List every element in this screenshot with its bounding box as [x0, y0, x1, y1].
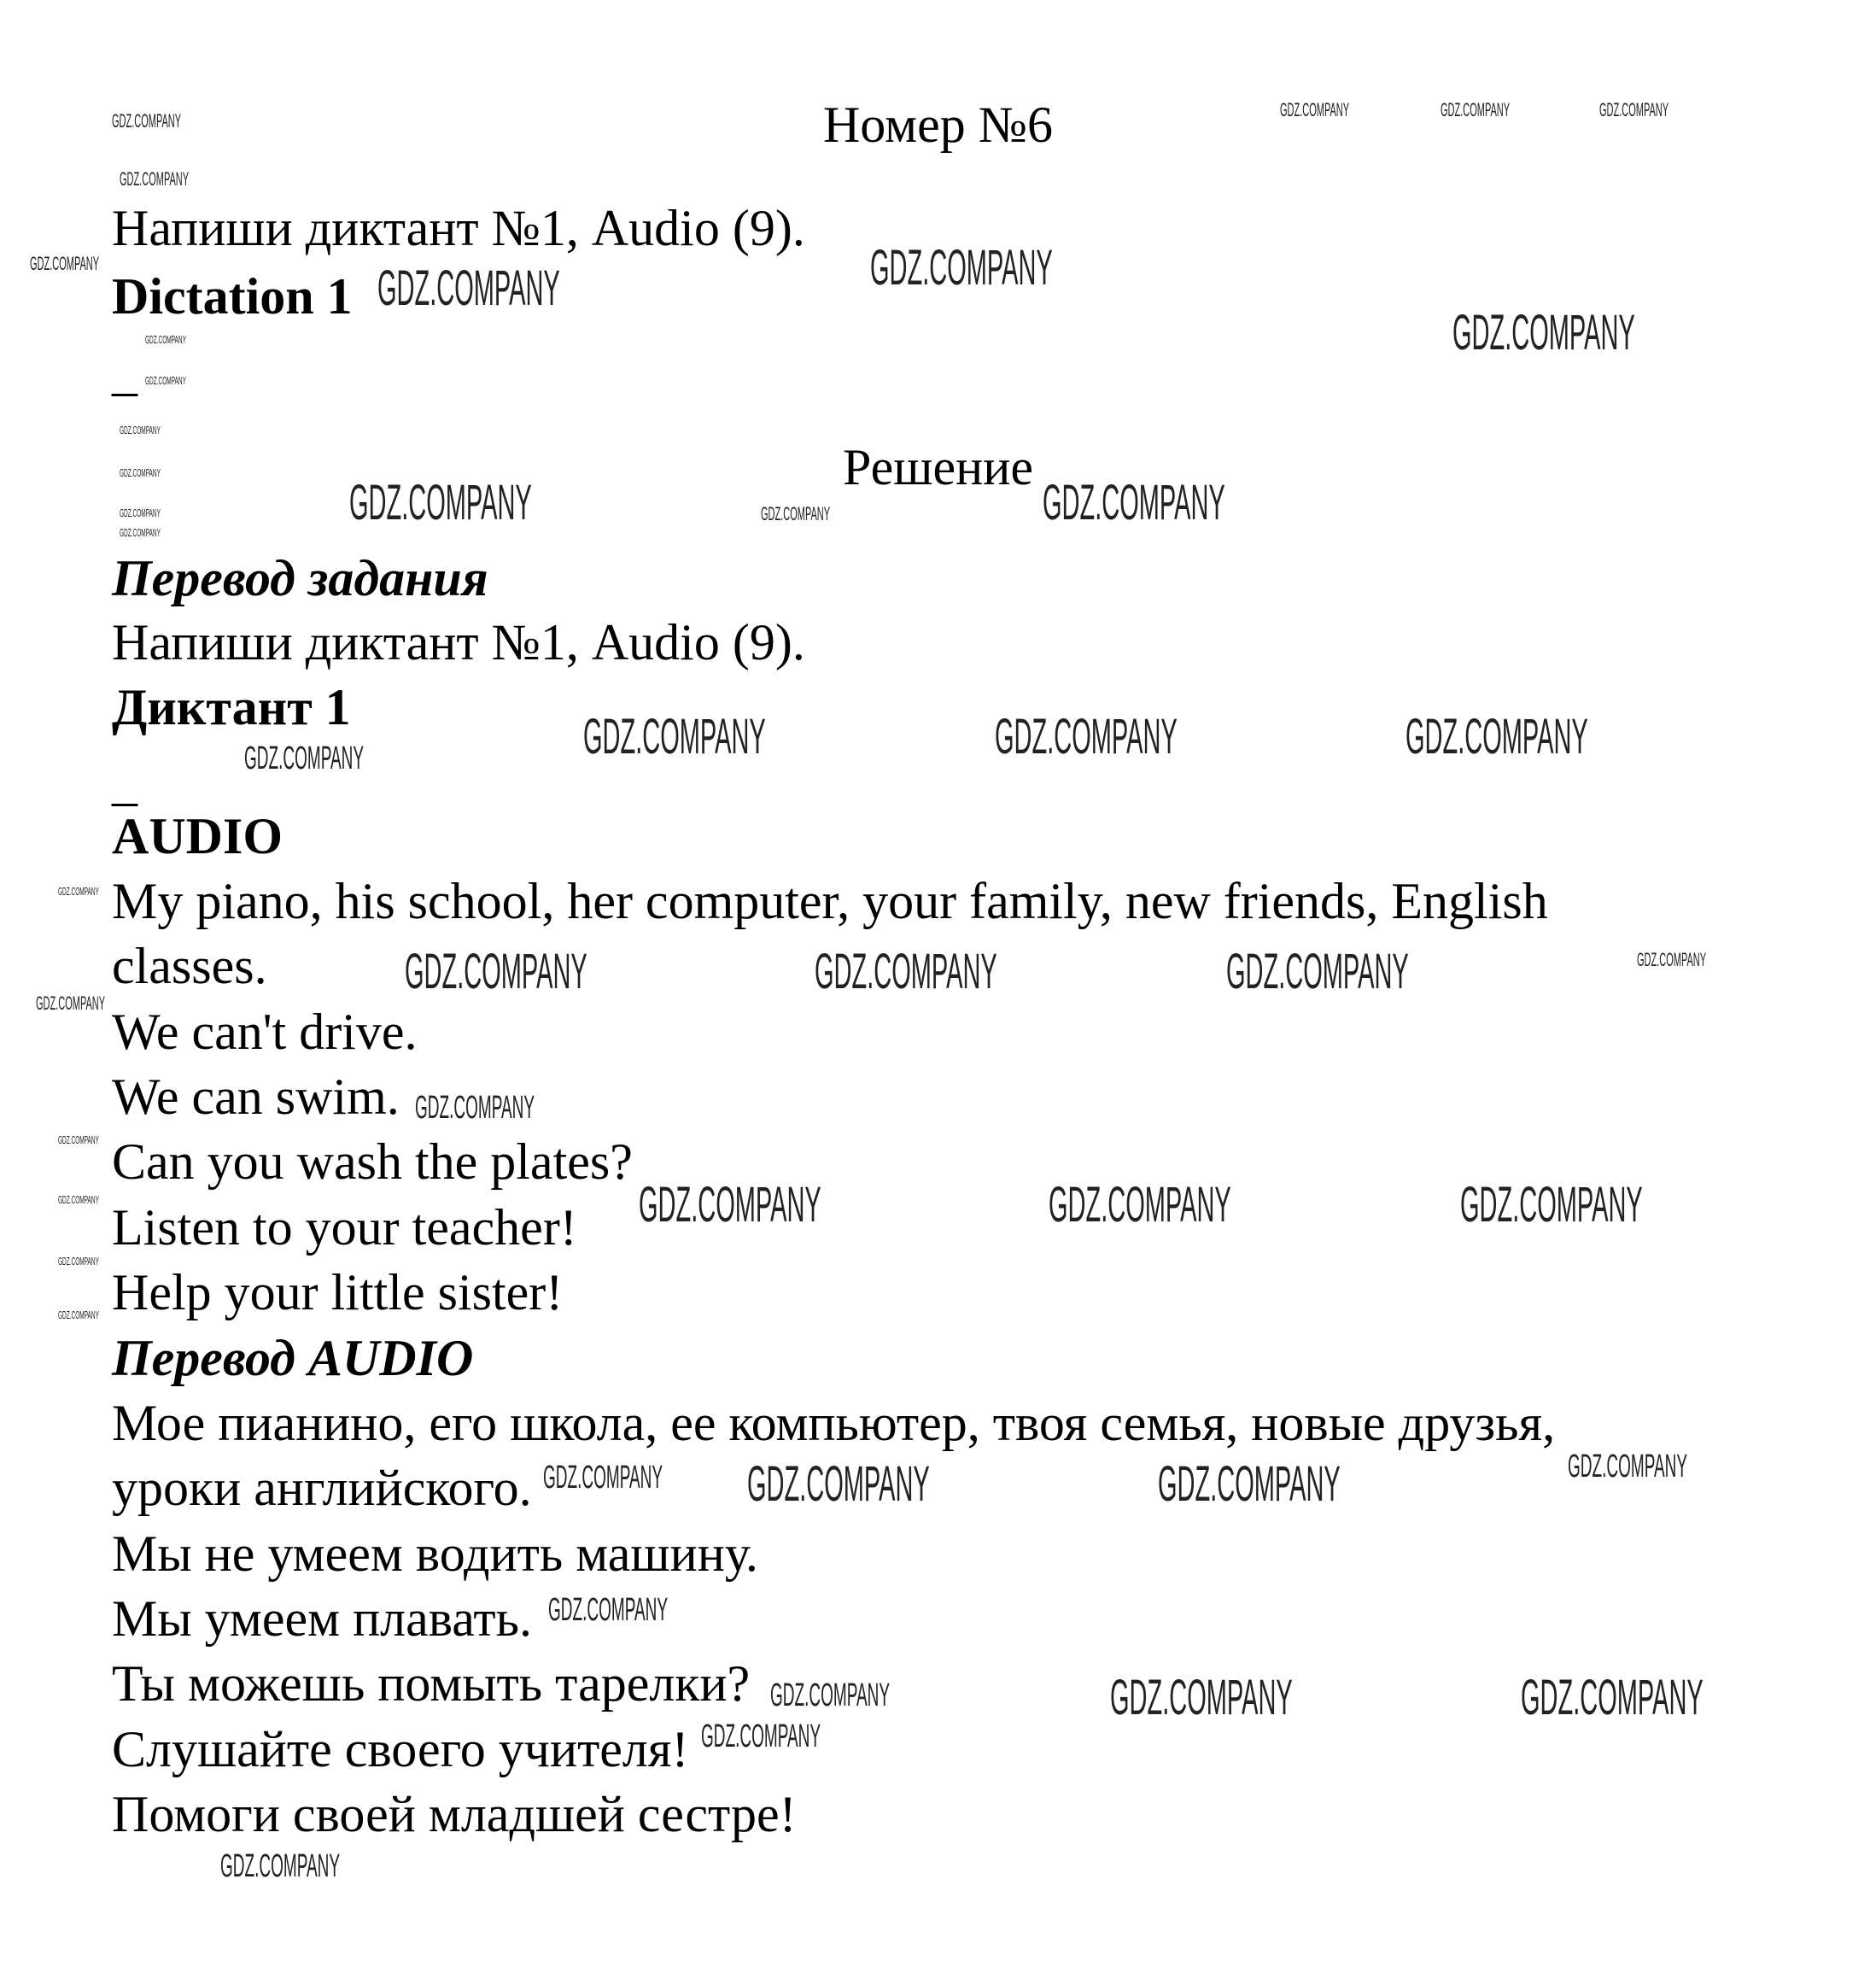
- watermark: GDZ.COMPANY: [57, 1193, 99, 1207]
- watermark: GDZ.COMPANY: [119, 424, 161, 437]
- translation-instruction: Напиши диктант №1, Audio (9).: [112, 614, 805, 670]
- watermark: GDZ.COMPANY: [57, 1133, 99, 1147]
- watermark: GDZ.COMPANY: [869, 239, 1053, 296]
- watermark: GDZ.COMPANY: [1049, 1176, 1232, 1232]
- audio-translation-heading: Перевод AUDIO: [112, 1330, 474, 1386]
- watermark: GDZ.COMPANY: [547, 1592, 668, 1629]
- solution-blank: _: [112, 754, 137, 811]
- audio-translation-line: Мое пианино, его школа, ее компьютер, твоя семья, новые друзья,: [112, 1395, 1556, 1451]
- watermark: GDZ.COMPANY: [414, 1090, 535, 1127]
- audio-line: We can swim.: [112, 1068, 400, 1125]
- watermark: GDZ.COMPANY: [815, 944, 998, 1000]
- watermark: GDZ.COMPANY: [36, 992, 106, 1014]
- watermark: GDZ.COMPANY: [761, 503, 831, 525]
- task-blank: _: [112, 344, 137, 401]
- watermark: GDZ.COMPANY: [119, 526, 161, 540]
- audio-line: My piano, his school, her computer, your family, new friends, English: [112, 873, 1548, 929]
- watermark: GDZ.COMPANY: [1157, 1456, 1341, 1513]
- watermark: GDZ.COMPANY: [144, 332, 186, 346]
- watermark: GDZ.COMPANY: [1460, 1176, 1643, 1232]
- watermark: GDZ.COMPANY: [747, 1456, 930, 1513]
- watermark: GDZ.COMPANY: [29, 253, 99, 275]
- watermark: GDZ.COMPANY: [1452, 304, 1636, 360]
- watermark: GDZ.COMPANY: [220, 1847, 341, 1884]
- watermark: GDZ.COMPANY: [244, 740, 365, 776]
- watermark: GDZ.COMPANY: [1110, 1670, 1293, 1725]
- watermark: GDZ.COMPANY: [638, 1176, 821, 1232]
- audio-line: Help your little sister!: [112, 1263, 564, 1320]
- translation-dictation: Диктант 1: [112, 679, 351, 735]
- watermark: GDZ.COMPANY: [57, 1309, 99, 1322]
- audio-line: Can you wash the plates?: [112, 1133, 633, 1191]
- audio-line: We can't drive.: [112, 1003, 418, 1060]
- watermark: GDZ.COMPANY: [1280, 98, 1350, 120]
- watermark: GDZ.COMPANY: [1520, 1670, 1704, 1725]
- translation-heading: Перевод задания: [112, 550, 488, 606]
- audio-translation-line: Слушайте своего учителя!: [112, 1720, 689, 1777]
- watermark: GDZ.COMPANY: [1636, 948, 1706, 970]
- watermark: GDZ.COMPANY: [57, 884, 99, 898]
- task-instruction: Напиши диктант №1, Audio (9).: [112, 200, 805, 256]
- audio-line: classes.: [112, 938, 267, 995]
- audio-translation-line: Помоги своей младшей сестре!: [112, 1785, 797, 1842]
- watermark: GDZ.COMPANY: [995, 708, 1178, 764]
- audio-heading: AUDIO: [112, 808, 283, 864]
- watermark: GDZ.COMPANY: [57, 1255, 99, 1268]
- watermark: GDZ.COMPANY: [1440, 98, 1510, 120]
- watermark: GDZ.COMPANY: [144, 373, 186, 387]
- task-heading: Dictation 1: [112, 268, 353, 325]
- watermark: GDZ.COMPANY: [700, 1718, 821, 1754]
- watermark: GDZ.COMPANY: [542, 1460, 663, 1496]
- watermark: GDZ.COMPANY: [377, 260, 560, 316]
- watermark: GDZ.COMPANY: [119, 167, 189, 190]
- page-title: Номер №6: [822, 97, 1054, 153]
- audio-translation-line: уроки английского.: [112, 1460, 532, 1517]
- watermark: GDZ.COMPANY: [119, 506, 161, 520]
- audio-translation-line: Мы не умеем водить машину.: [112, 1525, 758, 1582]
- watermark: GDZ.COMPANY: [769, 1677, 890, 1713]
- watermark: GDZ.COMPANY: [1598, 98, 1669, 120]
- audio-translation-line: Мы умеем плавать.: [112, 1590, 532, 1647]
- audio-line: Listen to your teacher!: [112, 1198, 577, 1256]
- watermark: GDZ.COMPANY: [1042, 474, 1225, 530]
- watermark: GDZ.COMPANY: [119, 466, 161, 480]
- audio-translation-line: Ты можешь помыть тарелки?: [112, 1655, 751, 1712]
- watermark: GDZ.COMPANY: [1568, 1448, 1688, 1484]
- watermark: GDZ.COMPANY: [583, 708, 767, 764]
- watermark: GDZ.COMPANY: [1405, 708, 1588, 764]
- watermark: GDZ.COMPANY: [404, 944, 587, 1000]
- watermark: GDZ.COMPANY: [349, 474, 533, 530]
- watermark: GDZ.COMPANY: [111, 110, 182, 132]
- solution-heading: Решение: [843, 439, 1033, 495]
- watermark: GDZ.COMPANY: [1226, 944, 1410, 1000]
